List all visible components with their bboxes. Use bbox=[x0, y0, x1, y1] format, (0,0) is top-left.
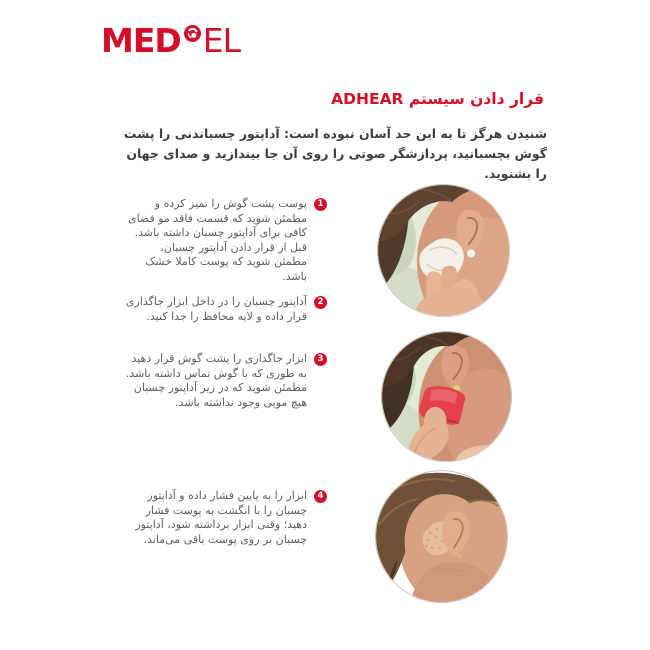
step-2-number-badge: 2 bbox=[314, 296, 327, 309]
step-2-text: آداپتور چسبان را در داخل ابزار جاگذاری قرار داده و لایه محافظ را جدا کنید. bbox=[125, 295, 307, 323]
step-1-text: پوست پشت گوش را تمیز کرده و مطمئن شوید که قسمت فاقد مو فضای کافی برای آداپتور چسبان داشته باشد. قبل از قرار دادن آداپتور چسبان، مطمئن شوید که پوست کاملا خشک باشد. bbox=[127, 197, 307, 283]
photo-clean-behind-ear bbox=[377, 184, 510, 317]
page-title: قرار دادن سیستم ADHEAR bbox=[331, 90, 544, 108]
step-3 bbox=[125, 352, 327, 410]
step-1-number-badge: 1 bbox=[314, 198, 327, 211]
photo-adapter-on-skin bbox=[375, 470, 508, 603]
photo-insertion-tool-behind-ear bbox=[381, 331, 512, 462]
step-4-number-badge: 4 bbox=[314, 490, 327, 503]
logo-text-med: MED bbox=[101, 21, 181, 60]
step-4-text: ابزار را به پایین فشار داده و آداپتور چسبان را با انگشت به پوست فشار دهید؛ وقتی ابزار برداشته شود، آداپتور چسبان بر روی پوست باقی می‌ماند. bbox=[135, 489, 307, 546]
step-2 bbox=[125, 295, 327, 324]
step-4 bbox=[125, 489, 327, 547]
medel-ear-dot-icon bbox=[184, 25, 201, 42]
medel-logo bbox=[101, 21, 241, 60]
step-3-text: ابزار جاگذاری را پشت گوش قرار دهید به طوری که با گوش تماس داشته باشد. مطمئن شوید که در زیر آداپتور چسبان هیچ مویی وجود نداشته باشد. bbox=[125, 352, 307, 409]
step-3-number-badge: 3 bbox=[314, 353, 327, 366]
intro-paragraph: شنیدن هرگز تا به این حد آسان نبوده است: آداپتور چسباندنی را پشت گوش بچسبانید، پردازشگر صوتی را روی آن جا بیندازید و صدای جهان را بشنوید. bbox=[123, 126, 547, 181]
logo-text-el: EL bbox=[202, 21, 241, 60]
step-1 bbox=[125, 197, 327, 285]
